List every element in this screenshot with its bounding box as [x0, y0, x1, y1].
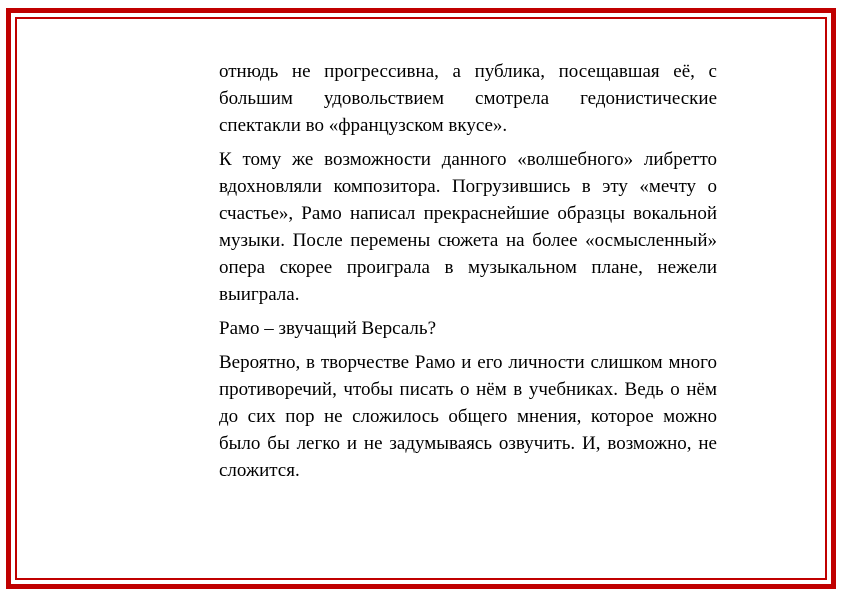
- paragraph-opera-audience: отнюдь не прогрессивна, а публика, посещавшая её, с большим удовольствием смотрела гедонистические спектакли во «французском вкусе».: [219, 61, 717, 136]
- section-heading-versailles: Рамо – звучащий Версаль?: [219, 318, 437, 339]
- document-body: [219, 58, 717, 491]
- paragraph-contradictions: Вероятно, в творчестве Рамо и его личности слишком много противоречий, чтобы писать о нём в учебниках. Ведь о нём до сих пор не сложилось общего мнения, которое можно было бы легко и не задумываясь озвучить. И, возможно, не сложится.: [219, 352, 717, 481]
- paragraph-libretto: К тому же возможности данного «волшебного» либретто вдохновляли композитора. Погрузившись в эту «мечту о счастье», Рамо написал прекраснейшие образцы вокальной музыки. После перемены сюжета на более «осмысленный» опера скорее проиграла в музыкальном плане, нежели выиграла.: [219, 149, 717, 305]
